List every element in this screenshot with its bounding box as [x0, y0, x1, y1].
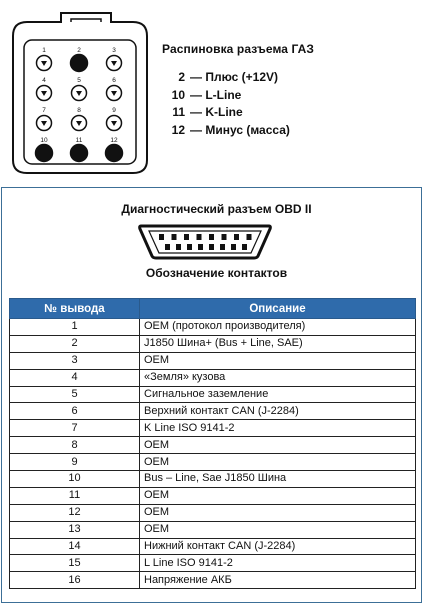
pin-description-cell: OEM [140, 521, 416, 538]
pin-description-cell: Сигнальное заземление [140, 386, 416, 403]
gaz-pin-10 [36, 145, 53, 162]
pin-number-cell: 4 [10, 369, 140, 386]
table-row [10, 335, 416, 352]
obd-connector-diagram [137, 222, 273, 262]
obd-pin-slot [172, 234, 177, 240]
pin-description-cell: L Line ISO 9141-2 [140, 555, 416, 572]
pin-description-cell: «Земля» кузова [140, 369, 416, 386]
gaz-legend-pin-number: 2 [178, 70, 185, 84]
gaz-pin-label: 3 [112, 47, 116, 54]
gaz-legend-item [162, 70, 420, 88]
pin-number-cell: 5 [10, 386, 140, 403]
obd-pin-slot [187, 244, 192, 250]
obd-pin-slot [234, 234, 239, 240]
pin-description-cell: Напряжение АКБ [140, 572, 416, 589]
table-row [10, 369, 416, 386]
gaz-legend-pin-number: 10 [171, 87, 185, 102]
obd-pin-slot [198, 244, 203, 250]
gaz-pin-label: 4 [42, 77, 46, 84]
obd-pin-slot [197, 234, 202, 240]
table-row [10, 471, 416, 488]
gaz-pinout-legend [162, 42, 420, 140]
gaz-pin-12 [106, 145, 123, 162]
pin-number-cell: 1 [10, 319, 140, 336]
obd-subtitle: Обозначение контактов [145, 266, 288, 280]
pin-number-cell: 11 [10, 487, 140, 504]
gaz-pin-label: 8 [77, 107, 81, 114]
pin-number-cell: 9 [10, 454, 140, 471]
table-row [10, 454, 416, 471]
gaz-pin-label: 2 [77, 47, 81, 54]
pin-description-cell: Bus – Line, Sae J1850 Шина [140, 471, 416, 488]
pin-description-cell: J1850 Шина+ (Bus + Line, SAE) [140, 335, 416, 352]
gaz-legend-item [162, 123, 420, 141]
obd-pin-slot [247, 234, 252, 240]
gaz-connector-diagram [0, 0, 160, 180]
table-row [10, 555, 416, 572]
table-row [10, 504, 416, 521]
pin-description-cell: Верхний контакт CAN (J-2284) [140, 403, 416, 420]
pin-number-cell: 14 [10, 538, 140, 555]
table-row [10, 403, 416, 420]
gaz-legend-pin-number: 11 [172, 105, 185, 119]
pin-number-cell: 3 [10, 352, 140, 369]
obd-pin-slot [184, 234, 189, 240]
table-row [10, 352, 416, 369]
table-row [10, 572, 416, 589]
pin-description-cell: Нижний контакт CAN (J-2284) [140, 538, 416, 555]
pin-description-cell: K Line ISO 9141-2 [140, 420, 416, 437]
gaz-legend-pin-function: — Минус (масса) [190, 122, 290, 137]
obd-pin-slot [222, 234, 227, 240]
pin-description-cell: OEM [140, 487, 416, 504]
header-pin-number: № вывода [10, 299, 140, 319]
gaz-pinout-title: Распиновка разъема ГАЗ [162, 42, 315, 56]
obd-pin-slot [209, 234, 214, 240]
table-row [10, 521, 416, 538]
gaz-pin-label: 11 [75, 137, 83, 144]
obd-pinout-table [9, 298, 416, 589]
pin-number-cell: 6 [10, 403, 140, 420]
gaz-pin-2 [71, 55, 88, 72]
obd-pin-slot [159, 234, 164, 240]
table-row [10, 538, 416, 555]
gaz-legend-pin-function: — K-Line [190, 105, 243, 119]
pin-number-cell: 15 [10, 555, 140, 572]
pin-number-cell: 10 [10, 471, 140, 488]
gaz-legend-pin-function: — Плюс (+12V) [190, 70, 279, 84]
obd-pin-slot [209, 244, 214, 250]
pin-description-cell: OEM [140, 454, 416, 471]
table-row [10, 319, 416, 336]
table-header-row [10, 299, 416, 319]
obd-pin-slot [242, 244, 247, 250]
gaz-legend-pin-function: — L-Line [190, 87, 242, 102]
gaz-legend-item [162, 88, 420, 106]
table-row [10, 487, 416, 504]
pin-number-cell: 16 [10, 572, 140, 589]
gaz-pin-label: 9 [112, 107, 116, 114]
gaz-pin-label: 6 [112, 77, 116, 84]
pin-description-cell: OEM [140, 504, 416, 521]
gaz-connector-section [0, 0, 423, 180]
gaz-pin-label: 10 [40, 137, 48, 144]
obd-pin-slot [176, 244, 181, 250]
gaz-pin-label: 7 [42, 107, 46, 114]
pin-description-cell: OEM (протокол производителя) [140, 319, 416, 336]
pin-number-cell: 13 [10, 521, 140, 538]
gaz-pin-11 [71, 145, 88, 162]
gaz-legend-item [162, 105, 420, 123]
obd-pin-slot [231, 244, 236, 250]
pin-description-cell: OEM [140, 437, 416, 454]
pin-number-cell: 12 [10, 504, 140, 521]
gaz-pin-label: 1 [42, 47, 46, 54]
pin-number-cell: 8 [10, 437, 140, 454]
table-row [10, 386, 416, 403]
pin-number-cell: 7 [10, 420, 140, 437]
obd-title: Диагностический разъем OBD II [121, 202, 312, 216]
table-row [10, 437, 416, 454]
gaz-pin-label: 5 [77, 77, 81, 84]
gaz-pin-label: 12 [110, 137, 118, 144]
obd-pin-slot [165, 244, 170, 250]
pin-description-cell: OEM [140, 352, 416, 369]
obd-pin-slot [220, 244, 225, 250]
table-row [10, 420, 416, 437]
obd-connector-panel [1, 187, 422, 603]
header-description: Описание [140, 299, 416, 319]
gaz-legend-pin-number: 12 [171, 122, 185, 137]
pin-number-cell: 2 [10, 335, 140, 352]
